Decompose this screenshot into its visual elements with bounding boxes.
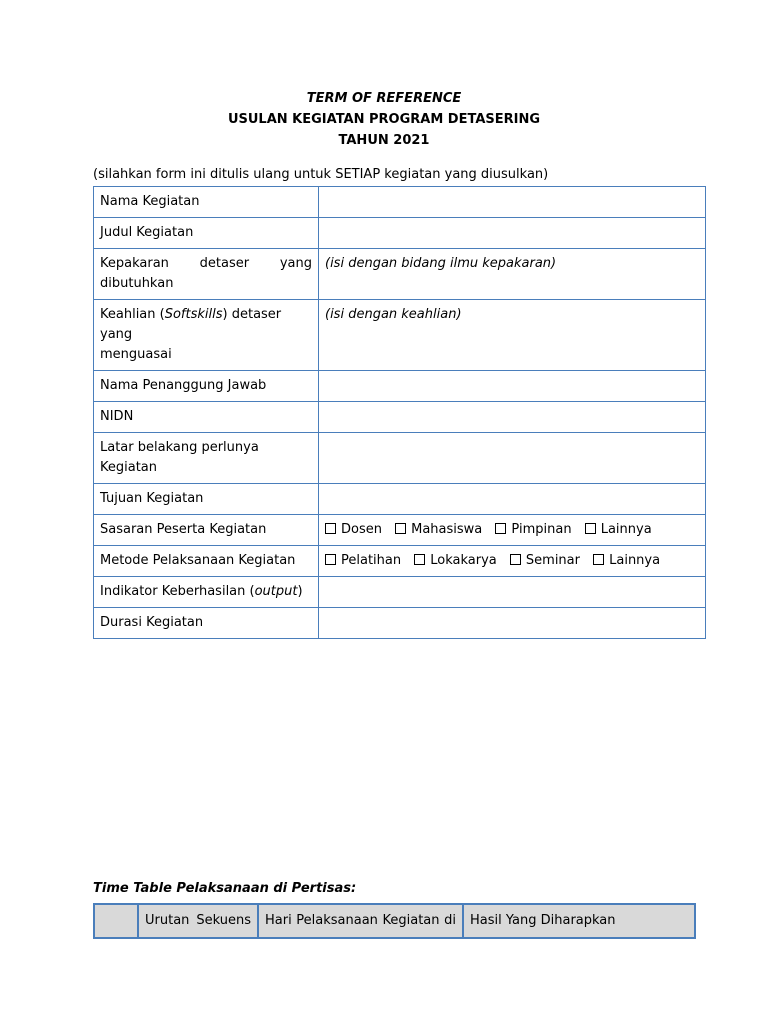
header-line-3: TAHUN 2021 — [338, 133, 430, 148]
label-line-2: menguasai — [100, 347, 172, 362]
table-row — [94, 515, 706, 546]
checkbox-icon — [510, 554, 521, 565]
checkbox-pimpinan[interactable]: Pimpinan — [495, 522, 571, 537]
checkbox-icon — [585, 523, 596, 534]
timetable-header-row — [94, 904, 695, 938]
checkbox-icon — [593, 554, 604, 565]
row-value-penanggung-jawab[interactable] — [319, 371, 706, 402]
row-label: Nama Penanggung Jawab — [94, 371, 319, 402]
instruction-text: (silahkan form ini ditulis ulang untuk SETIAP kegiatan yang diusulkan) — [93, 167, 549, 182]
checkbox-icon — [414, 554, 425, 565]
row-value-judul-kegiatan[interactable] — [319, 218, 706, 249]
row-label: Nama Kegiatan — [94, 187, 319, 218]
checkbox-mahasiswa[interactable]: Mahasiswa — [395, 522, 482, 537]
label-word: Kepakaran — [100, 256, 169, 271]
checkbox-dosen[interactable]: Dosen — [325, 522, 382, 537]
table-row — [94, 187, 706, 218]
row-value-latar-belakang[interactable] — [319, 433, 706, 484]
row-value-durasi[interactable] — [319, 608, 706, 639]
header-line-1: TERM OF REFERENCE — [306, 91, 462, 106]
checkbox-seminar[interactable]: Seminar — [510, 553, 580, 568]
checkbox-icon — [325, 554, 336, 565]
table-row — [94, 402, 706, 433]
row-value-kepakaran[interactable]: (isi dengan bidang ilmu kepakaran) — [319, 249, 706, 300]
row-label: Durasi Kegiatan — [94, 608, 319, 639]
row-label-keahlian — [94, 300, 319, 371]
table-row — [94, 484, 706, 515]
timetable-header-hasil: Hasil Yang Diharapkan — [463, 904, 695, 938]
checkbox-lainnya[interactable]: Lainnya — [585, 522, 652, 537]
sasaran-options — [319, 515, 706, 546]
metode-options — [319, 546, 706, 577]
row-value-keahlian[interactable]: (isi dengan keahlian) — [319, 300, 706, 371]
row-value-tujuan[interactable] — [319, 484, 706, 515]
timetable-table — [93, 903, 696, 939]
row-label: NIDN — [94, 402, 319, 433]
row-label: Judul Kegiatan — [94, 218, 319, 249]
checkbox-pelatihan[interactable]: Pelatihan — [325, 553, 401, 568]
row-value-nidn[interactable] — [319, 402, 706, 433]
checkbox-icon — [395, 523, 406, 534]
timetable-header-hari: Hari Pelaksanaan Kegiatan di — [258, 904, 463, 938]
row-value-nama-kegiatan[interactable] — [319, 187, 706, 218]
table-row — [94, 371, 706, 402]
proposal-form-table — [93, 186, 706, 639]
row-label: Tujuan Kegiatan — [94, 484, 319, 515]
document-header — [0, 88, 768, 151]
checkbox-lokakarya[interactable]: Lokakarya — [414, 553, 497, 568]
header-line-2: USULAN KEGIATAN PROGRAM DETASERING — [227, 112, 541, 127]
table-row — [94, 577, 706, 608]
table-row — [94, 546, 706, 577]
label-word: yang — [279, 256, 312, 271]
checkbox-lainnya[interactable]: Lainnya — [593, 553, 660, 568]
table-row — [94, 300, 706, 371]
table-row — [94, 433, 706, 484]
row-value-indikator[interactable] — [319, 577, 706, 608]
row-label: Latar belakang perlunya Kegiatan — [94, 433, 319, 484]
timetable-header-urutan: Urutan Sekuens — [138, 904, 258, 938]
label-segment: Keahlian (Softskills) detaser yang — [100, 307, 282, 342]
label-line-2: dibutuhkan — [100, 276, 174, 291]
row-label-indikator: Indikator Keberhasilan (output) — [94, 577, 319, 608]
checkbox-icon — [495, 523, 506, 534]
timetable-title: Time Table Pelaksanaan di Pertisas: — [93, 881, 357, 896]
table-row — [94, 218, 706, 249]
label-word: detaser — [199, 256, 250, 271]
row-label: Sasaran Peserta Kegiatan — [94, 515, 319, 546]
row-label: Metode Pelaksanaan Kegiatan — [94, 546, 319, 577]
table-row — [94, 249, 706, 300]
table-row — [94, 608, 706, 639]
row-label-kepakaran — [94, 249, 319, 300]
timetable-header-blank — [94, 904, 138, 938]
checkbox-icon — [325, 523, 336, 534]
